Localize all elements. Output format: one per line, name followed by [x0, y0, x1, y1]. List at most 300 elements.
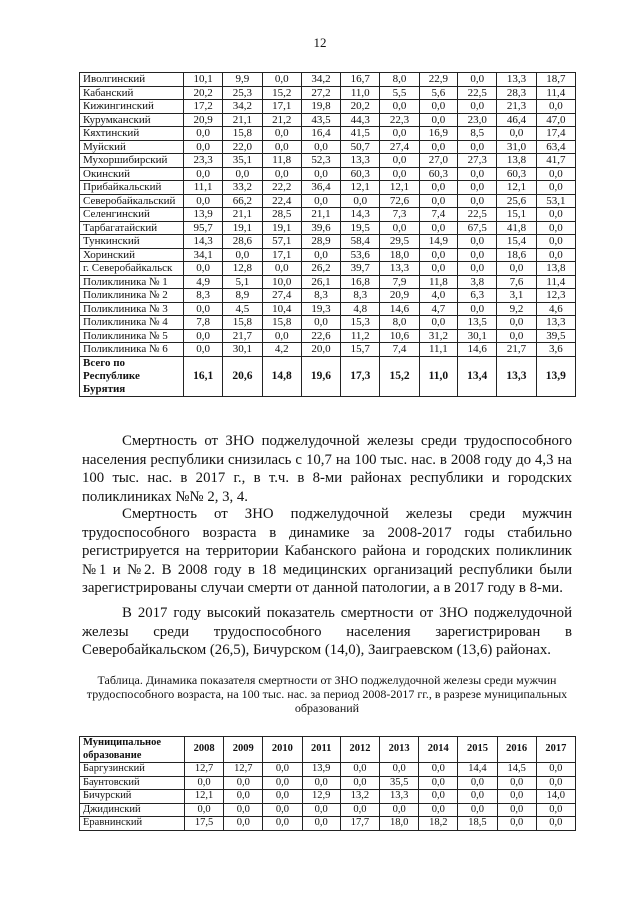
value-cell: 34,1 [184, 248, 223, 262]
value-cell: 0,0 [340, 776, 379, 790]
value-cell: 0,0 [301, 140, 340, 154]
value-cell: 0,0 [458, 194, 497, 208]
value-cell: 17,1 [262, 100, 301, 114]
value-cell: 21,7 [497, 343, 536, 357]
value-cell: 9,2 [497, 302, 536, 316]
value-cell: 12,1 [185, 790, 224, 804]
value-cell: 41,7 [536, 154, 575, 168]
value-cell: 13,8 [497, 154, 536, 168]
value-cell: 30,1 [223, 343, 262, 357]
value-cell: 39,7 [341, 262, 380, 276]
value-cell: 5,1 [223, 275, 262, 289]
value-cell: 0,0 [380, 100, 419, 114]
row-label: Кабанский [80, 86, 184, 100]
total-value-cell: 11,0 [419, 356, 457, 396]
value-cell: 0,0 [419, 140, 457, 154]
value-cell: 60,3 [497, 167, 536, 181]
value-cell: 15,8 [262, 316, 301, 330]
value-cell: 27,4 [262, 289, 301, 303]
value-cell: 0,0 [262, 167, 301, 181]
value-cell: 28,3 [497, 86, 536, 100]
value-cell: 0,0 [224, 776, 263, 790]
row-label: Поликлиника № 5 [80, 329, 184, 343]
value-cell: 0,0 [380, 167, 419, 181]
value-cell: 21,1 [223, 113, 262, 127]
value-cell: 13,3 [380, 262, 419, 276]
row-label: Поликлиника № 4 [80, 316, 184, 330]
value-cell: 4,5 [223, 302, 262, 316]
value-cell: 15,3 [341, 316, 380, 330]
value-cell: 0,0 [419, 221, 457, 235]
value-cell: 0,0 [497, 329, 536, 343]
table-row [80, 113, 576, 127]
table-row [80, 329, 576, 343]
value-cell: 7,4 [380, 343, 419, 357]
row-label: Хоринский [80, 248, 184, 262]
value-cell: 66,2 [223, 194, 262, 208]
value-cell: 0,0 [419, 262, 457, 276]
value-cell: 39,6 [301, 221, 340, 235]
year-header: 2013 [380, 737, 419, 763]
value-cell: 10,6 [380, 329, 419, 343]
value-cell: 25,3 [223, 86, 262, 100]
value-cell: 41,5 [341, 127, 380, 141]
table-row [80, 275, 576, 289]
total-value-cell: 20,6 [223, 356, 262, 396]
row-label: Селенгинский [80, 208, 184, 222]
value-cell: 12,1 [341, 181, 380, 195]
value-cell: 0,0 [419, 803, 458, 817]
value-cell: 13,9 [302, 763, 340, 777]
value-cell: 23,3 [184, 154, 223, 168]
value-cell: 7,9 [380, 275, 419, 289]
value-cell: 20,9 [380, 289, 419, 303]
value-cell: 11,0 [341, 86, 380, 100]
value-cell: 12,7 [224, 763, 263, 777]
value-cell: 19,1 [223, 221, 262, 235]
value-cell: 0,0 [340, 763, 379, 777]
value-cell: 41,8 [497, 221, 536, 235]
row-label: Кяхтинский [80, 127, 184, 141]
value-cell: 8,3 [301, 289, 340, 303]
table-row [80, 776, 576, 790]
value-cell: 18,0 [380, 248, 419, 262]
value-cell: 8,0 [380, 316, 419, 330]
value-cell: 0,0 [263, 776, 302, 790]
row-label: Поликлиника № 6 [80, 343, 184, 357]
value-cell: 0,0 [223, 167, 262, 181]
value-cell: 0,0 [262, 329, 301, 343]
value-cell: 0,0 [497, 127, 536, 141]
value-cell: 8,3 [184, 289, 223, 303]
value-cell: 18,5 [458, 817, 497, 831]
value-cell: 14,6 [380, 302, 419, 316]
row-label: Поликлиника № 3 [80, 302, 184, 316]
paragraph-2: Смертность от ЗНО поджелудочной железы среди мужчин трудоспособного возраста в динамике за 2008-2017 годы стабильно регистрируется на территории Кабанского района и городских поликлиник №1 и №2. В 2008 году в 18 медицинских организаций республики были зарегистрированы случаи смерти от данной патологии, а в 2017 году в 8-ми. [82, 506, 572, 596]
value-cell: 13,5 [458, 316, 497, 330]
value-cell: 11,8 [262, 154, 301, 168]
value-cell: 27,0 [419, 154, 457, 168]
row-label: Тункинский [80, 235, 184, 249]
value-cell: 26,1 [301, 275, 340, 289]
value-cell: 8,5 [458, 127, 497, 141]
page-number: 12 [313, 35, 327, 50]
value-cell: 12,9 [302, 790, 340, 804]
value-cell: 0,0 [340, 803, 379, 817]
total-value-cell: 13,4 [458, 356, 497, 396]
value-cell: 29,5 [380, 235, 419, 249]
value-cell: 34,2 [301, 73, 340, 87]
value-cell: 57,1 [262, 235, 301, 249]
value-cell: 13,9 [184, 208, 223, 222]
value-cell: 15,8 [223, 316, 262, 330]
table-row [80, 194, 576, 208]
table-row [80, 289, 576, 303]
total-value-cell: 16,1 [184, 356, 223, 396]
value-cell: 7,3 [380, 208, 419, 222]
value-cell: 0,0 [263, 790, 302, 804]
year-header: 2010 [263, 737, 302, 763]
value-cell: 0,0 [536, 208, 575, 222]
value-cell: 27,2 [301, 86, 340, 100]
value-cell: 12,8 [223, 262, 262, 276]
value-cell: 47,0 [536, 113, 575, 127]
value-cell: 58,4 [341, 235, 380, 249]
table-row [80, 86, 576, 100]
table-row [80, 316, 576, 330]
value-cell: 22,5 [458, 208, 497, 222]
value-cell: 12,7 [185, 763, 224, 777]
value-cell: 0,0 [419, 113, 457, 127]
value-cell: 0,0 [302, 776, 340, 790]
value-cell: 0,0 [224, 817, 263, 831]
value-cell: 0,0 [184, 329, 223, 343]
value-cell: 0,0 [380, 803, 419, 817]
table-row [80, 248, 576, 262]
value-cell: 0,0 [301, 167, 340, 181]
mortality-table-men [79, 736, 576, 831]
value-cell: 0,0 [184, 343, 223, 357]
value-cell: 12,3 [536, 289, 575, 303]
value-cell: 18,6 [497, 248, 536, 262]
value-cell: 13,2 [340, 790, 379, 804]
value-cell: 4,0 [419, 289, 457, 303]
value-cell: 0,0 [458, 790, 497, 804]
value-cell: 19,1 [262, 221, 301, 235]
row-label: Баунтовский [80, 776, 185, 790]
value-cell: 0,0 [184, 302, 223, 316]
value-cell: 95,7 [184, 221, 223, 235]
row-label: Кижингинский [80, 100, 184, 114]
value-cell: 0,0 [419, 776, 458, 790]
value-cell: 0,0 [380, 221, 419, 235]
total-value-cell: 14,8 [262, 356, 301, 396]
value-cell: 0,0 [301, 194, 340, 208]
mortality-table-working-age [79, 72, 576, 397]
value-cell: 0,0 [497, 262, 536, 276]
value-cell: 6,3 [458, 289, 497, 303]
value-cell: 43,5 [301, 113, 340, 127]
table-row [80, 302, 576, 316]
value-cell: 7,4 [419, 208, 457, 222]
value-cell: 14,3 [184, 235, 223, 249]
row-label: Бичурский [80, 790, 185, 804]
value-cell: 4,7 [419, 302, 457, 316]
value-cell: 10,4 [262, 302, 301, 316]
value-cell: 22,6 [301, 329, 340, 343]
value-cell: 0,0 [458, 140, 497, 154]
value-cell: 0,0 [301, 316, 340, 330]
value-cell: 28,9 [301, 235, 340, 249]
value-cell: 22,5 [458, 86, 497, 100]
value-cell: 14,9 [419, 235, 457, 249]
value-cell: 20,2 [184, 86, 223, 100]
row-label: г. Северобайкальск [80, 262, 184, 276]
value-cell: 0,0 [419, 100, 457, 114]
value-cell: 0,0 [419, 316, 457, 330]
value-cell: 0,0 [536, 235, 575, 249]
value-cell: 0,0 [536, 763, 575, 777]
value-cell: 44,3 [341, 113, 380, 127]
value-cell: 0,0 [497, 803, 536, 817]
value-cell: 0,0 [536, 181, 575, 195]
table-row [80, 208, 576, 222]
value-cell: 25,6 [497, 194, 536, 208]
value-cell: 0,0 [536, 167, 575, 181]
value-cell: 0,0 [458, 167, 497, 181]
value-cell: 27,3 [458, 154, 497, 168]
value-cell: 13,3 [536, 316, 575, 330]
value-cell: 63,4 [536, 140, 575, 154]
total-label-line: Бурятия [83, 382, 126, 395]
value-cell: 4,9 [184, 275, 223, 289]
value-cell: 11,2 [341, 329, 380, 343]
value-cell: 8,3 [341, 289, 380, 303]
value-cell: 20,9 [184, 113, 223, 127]
total-label-line: Всего по [83, 356, 126, 369]
value-cell: 0,0 [263, 763, 302, 777]
value-cell: 18,7 [536, 73, 575, 87]
value-cell: 0,0 [224, 803, 263, 817]
value-cell: 34,2 [223, 100, 262, 114]
value-cell: 0,0 [458, 776, 497, 790]
value-cell: 0,0 [380, 763, 419, 777]
row-label: Курумканский [80, 113, 184, 127]
value-cell: 0,0 [536, 817, 575, 831]
value-cell: 10,0 [262, 275, 301, 289]
value-cell: 22,0 [223, 140, 262, 154]
value-cell: 15,2 [262, 86, 301, 100]
value-cell: 27,4 [380, 140, 419, 154]
table-row [80, 167, 576, 181]
row-label: Поликлиника № 2 [80, 289, 184, 303]
value-cell: 15,7 [341, 343, 380, 357]
value-cell: 17,7 [340, 817, 379, 831]
year-header: 2014 [419, 737, 458, 763]
value-cell: 12,1 [497, 181, 536, 195]
value-cell: 12,1 [380, 181, 419, 195]
value-cell: 17,5 [185, 817, 224, 831]
value-cell: 0,0 [341, 194, 380, 208]
value-cell: 0,0 [419, 763, 458, 777]
paragraph-1: Смертность от ЗНО поджелудочной железы среди трудоспособного населения республики снизилась с 10,7 на 100 тыс. нас. в 2008 году до 4,3 на 100 тыс. нас. в 2017 г., в т.ч. в 8-ми районах республики и городских поликлиниках №№ 2, 3, 4. [82, 433, 572, 505]
table-row [80, 343, 576, 357]
value-cell: 13,3 [497, 73, 536, 87]
table-row [80, 154, 576, 168]
row-label: Джидинский [80, 803, 185, 817]
value-cell: 0,0 [458, 100, 497, 114]
row-label: Поликлиника № 1 [80, 275, 184, 289]
value-cell: 0,0 [536, 221, 575, 235]
value-cell: 20,0 [301, 343, 340, 357]
value-cell: 14,3 [341, 208, 380, 222]
value-cell: 14,5 [497, 763, 536, 777]
value-cell: 15,8 [223, 127, 262, 141]
value-cell: 72,6 [380, 194, 419, 208]
value-cell: 4,8 [341, 302, 380, 316]
value-cell: 53,1 [536, 194, 575, 208]
value-cell: 13,3 [380, 790, 419, 804]
table-row [80, 140, 576, 154]
value-cell: 28,6 [223, 235, 262, 249]
value-cell: 8,9 [223, 289, 262, 303]
header-row [80, 737, 576, 763]
table-row [80, 100, 576, 114]
table-row [80, 817, 576, 831]
value-cell: 0,0 [497, 776, 536, 790]
value-cell: 0,0 [262, 127, 301, 141]
value-cell: 67,5 [458, 221, 497, 235]
value-cell: 28,5 [262, 208, 301, 222]
value-cell: 35,5 [380, 776, 419, 790]
year-header: 2011 [302, 737, 340, 763]
value-cell: 36,4 [301, 181, 340, 195]
value-cell: 13,3 [341, 154, 380, 168]
value-cell: 0,0 [458, 302, 497, 316]
value-cell: 22,2 [262, 181, 301, 195]
value-cell: 4,6 [536, 302, 575, 316]
value-cell: 33,2 [223, 181, 262, 195]
value-cell: 0,0 [458, 73, 497, 87]
value-cell: 0,0 [419, 248, 457, 262]
value-cell: 31,0 [497, 140, 536, 154]
value-cell: 21,7 [223, 329, 262, 343]
total-value-cell: 19,6 [301, 356, 340, 396]
value-cell: 52,3 [301, 154, 340, 168]
value-cell: 60,3 [419, 167, 457, 181]
year-header: 2016 [497, 737, 536, 763]
value-cell: 14,0 [536, 790, 575, 804]
value-cell: 11,8 [419, 275, 457, 289]
value-cell: 23,0 [458, 113, 497, 127]
table-row [80, 181, 576, 195]
value-cell: 0,0 [497, 817, 536, 831]
value-cell: 4,2 [262, 343, 301, 357]
value-cell: 19,8 [301, 100, 340, 114]
value-cell: 0,0 [380, 154, 419, 168]
value-cell: 21,2 [262, 113, 301, 127]
table-row [80, 803, 576, 817]
value-cell: 16,9 [419, 127, 457, 141]
table-row [80, 235, 576, 249]
row-label: Тарбагатайский [80, 221, 184, 235]
value-cell: 17,1 [262, 248, 301, 262]
value-cell: 0,0 [184, 167, 223, 181]
table-caption: Таблица. Динамика показателя смертности от ЗНО поджелудочной железы среди мужчин трудоспособного возраста, на 100 тыс. нас. за период 2008-2017 гг., в разрезе муниципальных образований [86, 673, 568, 715]
value-cell: 0,0 [458, 262, 497, 276]
table-row [80, 763, 576, 777]
total-label-line: Республике [83, 369, 140, 382]
value-cell: 19,5 [341, 221, 380, 235]
value-cell: 0,0 [263, 817, 302, 831]
value-cell: 7,6 [497, 275, 536, 289]
value-cell: 3,8 [458, 275, 497, 289]
value-cell: 15,4 [497, 235, 536, 249]
total-label [80, 356, 184, 396]
year-header: 2012 [340, 737, 379, 763]
year-header: 2008 [185, 737, 224, 763]
header-label: Муниципальное образование [80, 737, 185, 763]
value-cell: 0,0 [184, 262, 223, 276]
value-cell: 0,0 [458, 235, 497, 249]
value-cell: 21,3 [497, 100, 536, 114]
total-value-cell: 17,3 [341, 356, 380, 396]
value-cell: 0,0 [536, 248, 575, 262]
value-cell: 30,1 [458, 329, 497, 343]
value-cell: 0,0 [458, 181, 497, 195]
value-cell: 8,0 [380, 73, 419, 87]
value-cell: 0,0 [184, 194, 223, 208]
value-cell: 22,9 [419, 73, 457, 87]
value-cell: 0,0 [419, 181, 457, 195]
value-cell: 21,1 [301, 208, 340, 222]
value-cell: 0,0 [419, 790, 458, 804]
row-label: Муйский [80, 140, 184, 154]
value-cell: 3,1 [497, 289, 536, 303]
value-cell: 15,1 [497, 208, 536, 222]
row-label: Прибайкальский [80, 181, 184, 195]
table-row [80, 221, 576, 235]
value-cell: 0,0 [262, 73, 301, 87]
value-cell: 0,0 [262, 262, 301, 276]
value-cell: 0,0 [419, 194, 457, 208]
row-label: Иволгинский [80, 73, 184, 87]
value-cell: 5,6 [419, 86, 457, 100]
value-cell: 0,0 [185, 776, 224, 790]
value-cell: 0,0 [224, 790, 263, 804]
value-cell: 22,4 [262, 194, 301, 208]
table-row [80, 127, 576, 141]
value-cell: 50,7 [341, 140, 380, 154]
value-cell: 21,1 [223, 208, 262, 222]
total-value-cell: 13,3 [497, 356, 536, 396]
value-cell: 0,0 [380, 127, 419, 141]
value-cell: 0,0 [536, 100, 575, 114]
value-cell: 39,5 [536, 329, 575, 343]
value-cell: 0,0 [301, 248, 340, 262]
value-cell: 0,0 [536, 803, 575, 817]
value-cell: 14,4 [458, 763, 497, 777]
value-cell: 9,9 [223, 73, 262, 87]
value-cell: 10,1 [184, 73, 223, 87]
value-cell: 26,2 [301, 262, 340, 276]
year-header: 2017 [536, 737, 575, 763]
value-cell: 46,4 [497, 113, 536, 127]
value-cell: 18,0 [380, 817, 419, 831]
value-cell: 13,8 [536, 262, 575, 276]
paragraph-3: В 2017 году высокий показатель смертности от ЗНО поджелудочной железы среди трудоспособного населения зарегистрирован в Северобайкальском (26,5), Бичурском (14,0), Заиграевском (13,6) районах. [82, 605, 572, 658]
value-cell: 0,0 [263, 803, 302, 817]
